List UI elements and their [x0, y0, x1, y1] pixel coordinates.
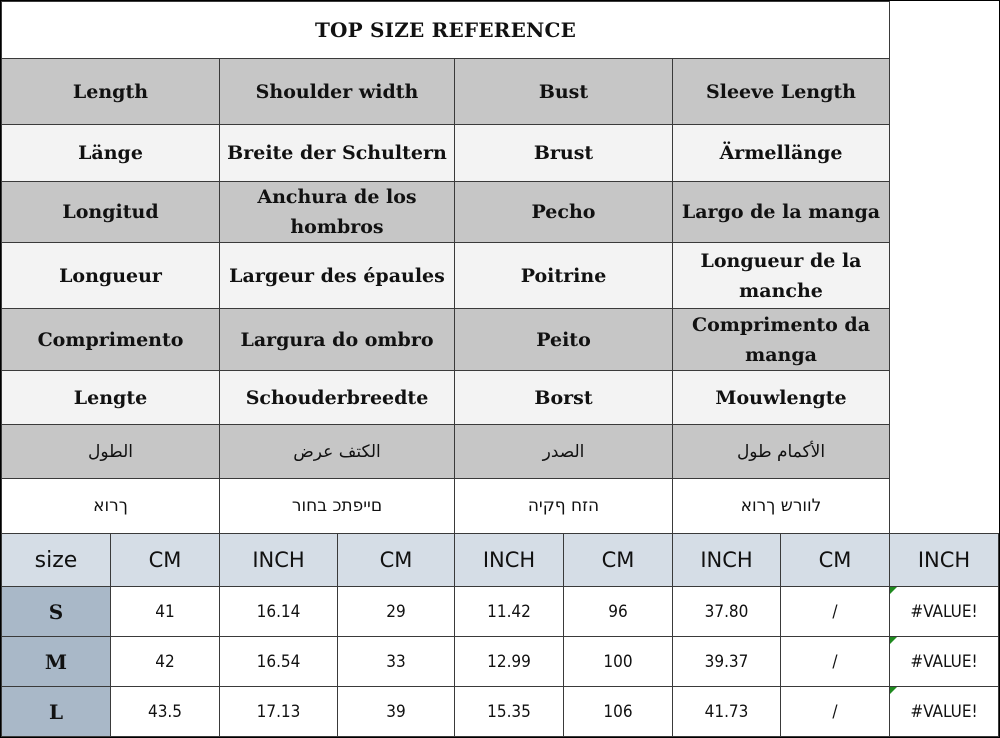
value-cell: 100: [564, 637, 673, 687]
error-indicator-icon: [890, 687, 897, 694]
label-length: Lengte: [2, 371, 220, 425]
size-table: [1, 1, 999, 737]
label-sleeve-length: Ärmellänge: [673, 125, 890, 182]
label-sleeve-length: Comprimento da manga: [673, 309, 890, 371]
value-cell: 42: [111, 637, 220, 687]
label-bust: Borst: [455, 371, 673, 425]
label-row-he: [2, 479, 999, 534]
label-length: Länge: [2, 125, 220, 182]
value-cell: 11.42: [455, 587, 564, 637]
label-bust: Brust: [455, 125, 673, 182]
label-row-ar: [2, 425, 999, 479]
error-value-cell: [890, 637, 999, 687]
label-row-pt: [2, 309, 999, 371]
unit-header: INCH: [890, 534, 999, 587]
label-bust: Poitrine: [455, 243, 673, 309]
table-row: [2, 587, 999, 637]
label-row-es: [2, 182, 999, 243]
value-cell: 37.80: [673, 587, 781, 637]
label-bust: הזח ףקיה: [455, 479, 673, 534]
size-label: M: [2, 637, 111, 687]
value-cell: 12.99: [455, 637, 564, 687]
label-bust: Peito: [455, 309, 673, 371]
unit-header: INCH: [455, 534, 564, 587]
value-cell: 16.54: [220, 637, 338, 687]
unit-header: CM: [111, 534, 220, 587]
value-cell: 41: [111, 587, 220, 637]
error-indicator-icon: [890, 587, 897, 594]
label-sleeve-length: Longueur de la manche: [673, 243, 890, 309]
label-bust: الصدر: [455, 425, 673, 479]
label-length: Longitud: [2, 182, 220, 243]
label-sleeve-length: Sleeve Length: [673, 59, 890, 125]
value-cell: /: [781, 687, 890, 737]
value-cell: 15.35: [455, 687, 564, 737]
label-shoulder-width: Shoulder width: [220, 59, 455, 125]
label-sleeve-length: Mouwlengte: [673, 371, 890, 425]
label-bust: Bust: [455, 59, 673, 125]
label-row-fr: [2, 243, 999, 309]
unit-header: INCH: [673, 534, 781, 587]
label-bust: Pecho: [455, 182, 673, 243]
table-row: [2, 637, 999, 687]
error-value: #VALUE!: [910, 601, 978, 622]
error-value-cell: [890, 687, 999, 737]
label-length: Comprimento: [2, 309, 220, 371]
unit-header: INCH: [220, 534, 338, 587]
unit-header: CM: [338, 534, 455, 587]
label-shoulder-width: Largeur des épaules: [220, 243, 455, 309]
size-label: L: [2, 687, 111, 737]
label-length: Length: [2, 59, 220, 125]
label-length: الطول: [2, 425, 220, 479]
value-cell: 33: [338, 637, 455, 687]
label-row-de: [2, 125, 999, 182]
units-row: [2, 534, 999, 587]
size-label: S: [2, 587, 111, 637]
value-cell: 16.14: [220, 587, 338, 637]
value-cell: 96: [564, 587, 673, 637]
unit-header: CM: [564, 534, 673, 587]
label-sleeve-length: לוורש ךרוא: [673, 479, 890, 534]
label-row-en: [2, 59, 999, 125]
error-value: #VALUE!: [910, 701, 978, 722]
value-cell: /: [781, 637, 890, 687]
value-cell: /: [781, 587, 890, 637]
label-sleeve-length: الأكمام طول: [673, 425, 890, 479]
table-title: TOP SIZE REFERENCE: [2, 2, 890, 59]
label-shoulder-width: Breite der Schultern: [220, 125, 455, 182]
value-cell: 41.73: [673, 687, 781, 737]
label-row-nl: [2, 371, 999, 425]
label-length: ךרוא: [2, 479, 220, 534]
error-value-cell: [890, 587, 999, 637]
error-value: #VALUE!: [910, 651, 978, 672]
label-shoulder-width: الكتف عرض: [220, 425, 455, 479]
label-shoulder-width: Largura do ombro: [220, 309, 455, 371]
error-indicator-icon: [890, 637, 897, 644]
value-cell: 17.13: [220, 687, 338, 737]
value-cell: 39.37: [673, 637, 781, 687]
unit-header: CM: [781, 534, 890, 587]
label-shoulder-width: םייפתכ בחור: [220, 479, 455, 534]
table-row: [2, 687, 999, 737]
size-column-header: size: [2, 534, 111, 587]
label-length: Longueur: [2, 243, 220, 309]
label-shoulder-width: Anchura de los hombros: [220, 182, 455, 243]
label-sleeve-length: Largo de la manga: [673, 182, 890, 243]
value-cell: 29: [338, 587, 455, 637]
value-cell: 39: [338, 687, 455, 737]
label-shoulder-width: Schouderbreedte: [220, 371, 455, 425]
value-cell: 106: [564, 687, 673, 737]
value-cell: 43.5: [111, 687, 220, 737]
